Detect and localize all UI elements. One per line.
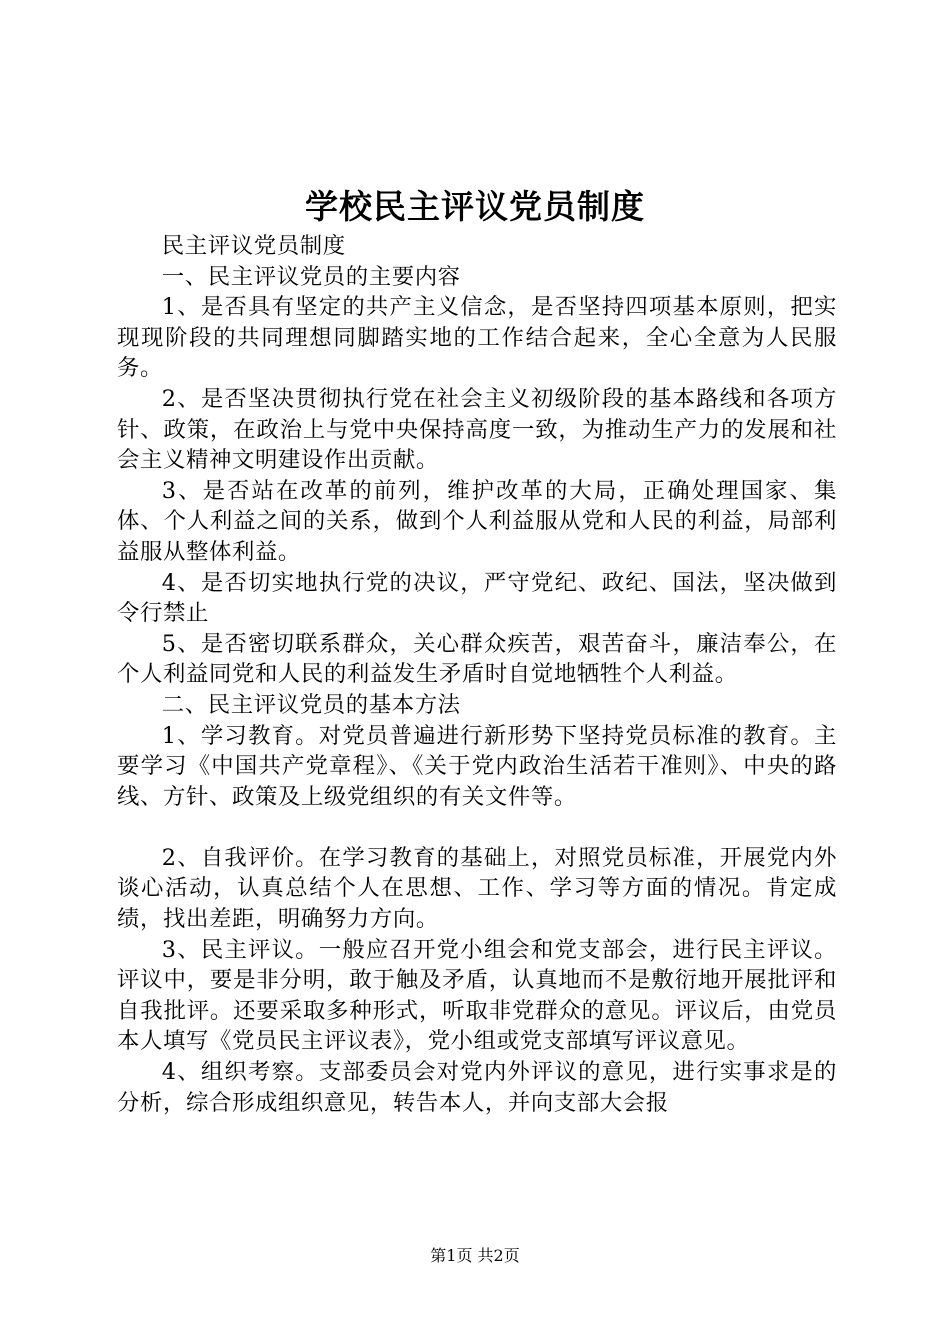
paragraph-method-4: 4、组织考察。支部委员会对党内外评议的意见，进行实事求是的分析，综合形成组织意见，转告本人，并向支部大会报 [117, 1059, 837, 1116]
document-title: 学校民主评议党员制度 [305, 187, 645, 226]
paragraph-content-5: 5、是否密切联系群众，关心群众疾苦，艰苦奋斗，廉洁奉公，在个人利益同党和人民的利益发生矛盾时自觉地牺牲个人利益。 [117, 630, 837, 688]
paragraph-method-2: 2、自我评价。在学习教育的基础上，对照党员标准，开展党内外谈心活动，认真总结个人在思想、工作、学习等方面的情况。肯定成绩，找出差距，明确努力方向。 [117, 844, 837, 933]
paragraph-method-3: 3、民主评议。一般应召开党小组会和党支部会，进行民主评议。评议中，要是非分明，敢于触及矛盾，认真地而不是敷衍地开展批评和自我批评。还要采取多种形式，听取非党群众的意见。评议后，由党员本人填写《党员民主评议表》，党小组或党支部填写评议意见。 [117, 936, 837, 1055]
paragraph-content-1: 1、是否具有坚定的共产主义信念，是否坚持四项基本原则，把实现现阶段的共同理想同脚踏实地的工作结合起来，全心全意为人民服务。 [117, 294, 837, 382]
paragraph-content-2: 2、是否坚决贯彻执行党在社会主义初级阶段的基本路线和各项方针、政策，在政治上与党中央保持高度一致，为推动生产力的发展和社会主义精神文明建设作出贡献。 [117, 385, 837, 474]
document-body [117, 231, 837, 1118]
paragraph-method-1: 1、学习教育。对党员普遍进行新形势下坚持党员标准的教育。主要学习《中国共产党章程》、《关于党内政治生活若干准则》、中央的路线、方针、政策及上级党组织的有关文件等。 [117, 722, 837, 810]
paragraph-content-4: 4、是否切实地执行党的决议，严守党纪、政纪、国法，坚决做到令行禁止 [117, 569, 837, 627]
paragraph-content-3: 3、是否站在改革的前列，维护改革的大局，正确处理国家、集体、个人利益之间的关系，做到个人利益服从党和人民的利益，局部利益服从整体利益。 [117, 477, 837, 565]
paragraph-heading-intro: 民主评议党员制度 [161, 233, 346, 259]
page-footer: 第1页 共2页 [430, 1246, 520, 1265]
section-heading-methods: 二、民主评议党员的基本方法 [161, 691, 461, 718]
section-heading-main-content: 一、民主评议党员的主要内容 [161, 263, 461, 290]
